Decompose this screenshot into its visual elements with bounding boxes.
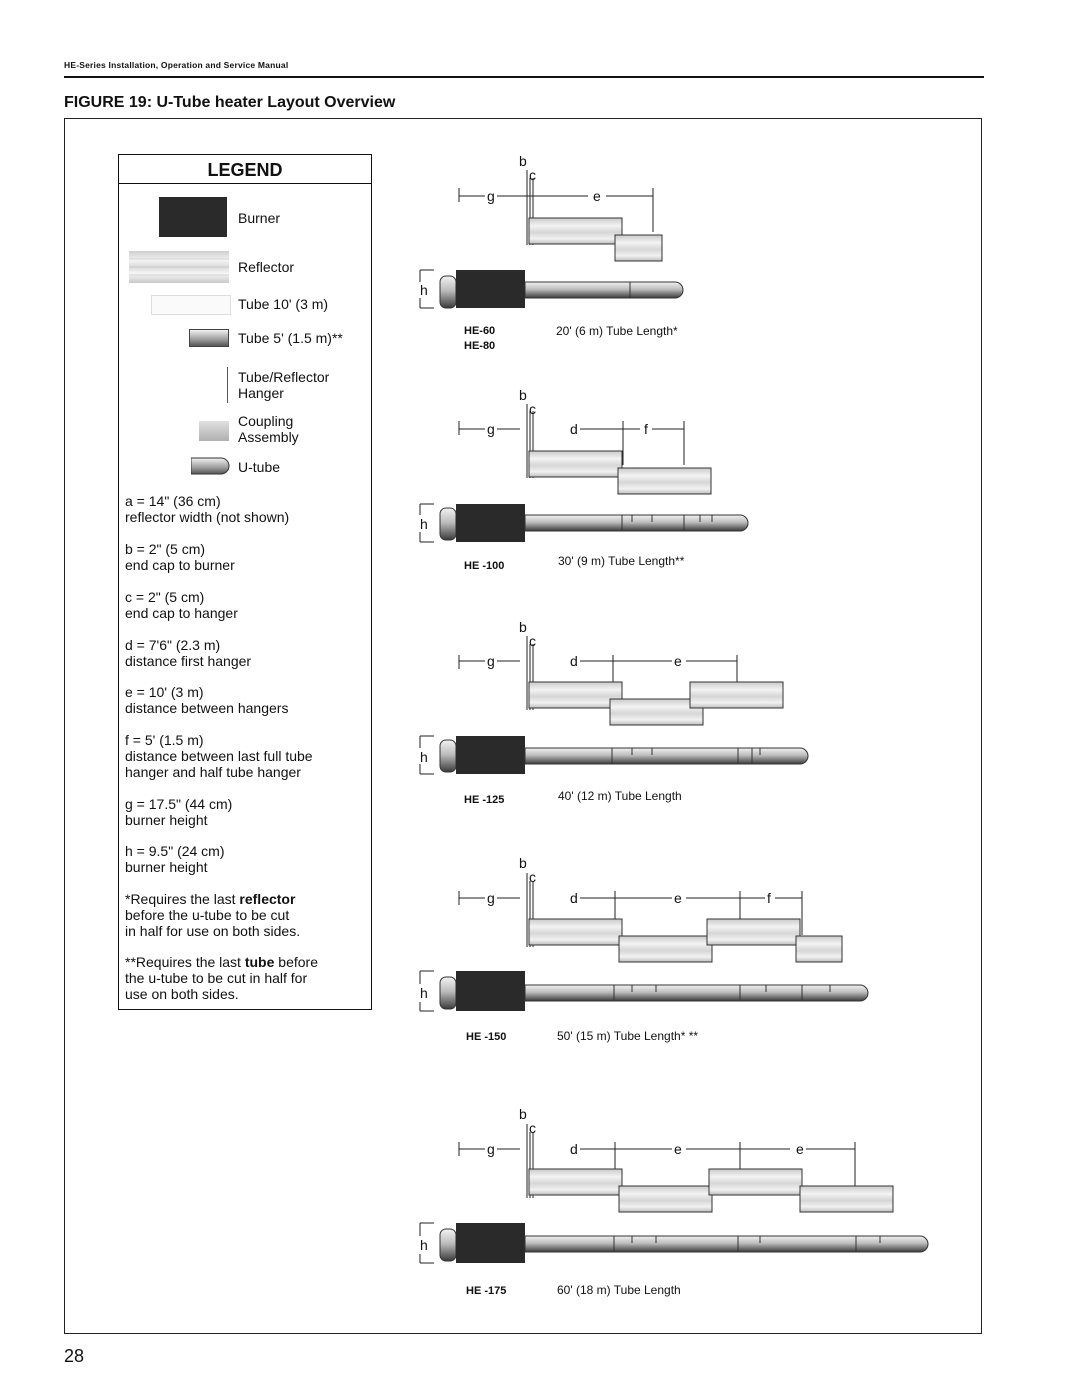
d1-label-g: g [487, 188, 495, 204]
diagram-he60-he80 [420, 170, 683, 308]
d4-label-f: f [767, 890, 771, 906]
d5-label-b: b [519, 1106, 527, 1122]
d2-label-d: d [570, 421, 578, 437]
d3-label-h: h [420, 749, 428, 765]
diagram-he125 [420, 636, 808, 774]
d4-model: HE -150 [466, 1031, 507, 1043]
d2-label-c: c [529, 401, 536, 417]
page-number: 28 [64, 1346, 85, 1366]
definition-c: c = 2" (5 cm) end cap to hanger [125, 589, 238, 621]
d3-label-b: b [519, 619, 527, 635]
d2-model: HE -100 [464, 560, 505, 572]
legend-label-hanger-1: Tube/Reflector [238, 369, 330, 385]
legend-label-tube-short: Tube 5' (1.5 m)** [238, 330, 343, 346]
definition-a: a = 14" (36 cm) reflector width (not shown) [125, 493, 290, 525]
d5-label-e1: e [674, 1141, 682, 1157]
d1-label-b: b [519, 153, 527, 169]
definition-f: f = 5' (1.5 m) distance between last full tube hanger and half tube hanger [125, 732, 313, 780]
d1-label-c: c [529, 167, 536, 183]
d1-model-2: HE-80 [464, 340, 496, 352]
legend-title: LEGEND [119, 155, 371, 184]
legend-label-u-tube: U-tube [238, 459, 281, 475]
d5-label-g: g [487, 1141, 495, 1157]
d2-label-g: g [487, 421, 495, 437]
d3-label-e: e [674, 653, 682, 669]
d5-length: 60' (18 m) Tube Length [557, 1283, 681, 1297]
definition-h: h = 9.5" (24 cm) burner height [125, 843, 225, 875]
definition-g: g = 17.5" (44 cm) burner height [125, 796, 233, 828]
d3-model: HE -125 [464, 794, 505, 806]
d3-label-c: c [529, 633, 536, 649]
legend-label-tube-long: Tube 10' (3 m) [238, 296, 329, 312]
d1-label-e: e [593, 188, 601, 204]
d4-label-h: h [420, 985, 428, 1001]
legend-label-burner: Burner [238, 210, 281, 226]
legend-label-coupling-2: Assembly [238, 429, 299, 445]
figure-title: FIGURE 19: U-Tube heater Layout Overview [64, 94, 396, 111]
d4-label-e: e [674, 890, 682, 906]
d5-label-e2: e [796, 1141, 804, 1157]
d1-label-h: h [420, 282, 428, 298]
diagram-he100 [420, 404, 748, 542]
definition-d: d = 7'6" (2.3 m) distance first hanger [125, 637, 252, 669]
d4-label-g: g [487, 890, 495, 906]
d3-label-d: d [570, 653, 578, 669]
d4-label-d: d [570, 890, 578, 906]
d2-length: 30' (9 m) Tube Length** [558, 554, 685, 568]
definition-b: b = 2" (5 cm) end cap to burner [125, 541, 235, 573]
note-tube: **Requires the last tube before the u-tube to be cut in half for use on both sides. [125, 954, 318, 1002]
d5-label-c: c [529, 1120, 536, 1136]
d5-model: HE -175 [466, 1285, 507, 1297]
d2-label-b: b [519, 387, 527, 403]
d2-label-h: h [420, 516, 428, 532]
d4-length: 50' (15 m) Tube Length* ** [557, 1029, 699, 1043]
definition-e: e = 10' (3 m) distance between hangers [125, 684, 289, 716]
note-reflector: *Requires the last reflector before the u-tube to be cut in half for use on both sides. [125, 891, 301, 939]
d4-label-c: c [529, 869, 536, 885]
d2-label-f: f [644, 421, 648, 437]
legend-label-reflector: Reflector [238, 259, 295, 275]
d3-length: 40' (12 m) Tube Length [558, 789, 682, 803]
manual-header: HE-Series Installation, Operation and Service Manual [64, 60, 289, 70]
legend-label-coupling-1: Coupling [238, 413, 294, 429]
d3-label-g: g [487, 653, 495, 669]
d1-length: 20' (6 m) Tube Length* [556, 324, 678, 338]
d4-label-b: b [519, 855, 527, 871]
legend-label-hanger-2: Hanger [238, 385, 284, 401]
d1-model-1: HE-60 [464, 325, 496, 337]
d5-label-d: d [570, 1141, 578, 1157]
d5-label-h: h [420, 1237, 428, 1253]
